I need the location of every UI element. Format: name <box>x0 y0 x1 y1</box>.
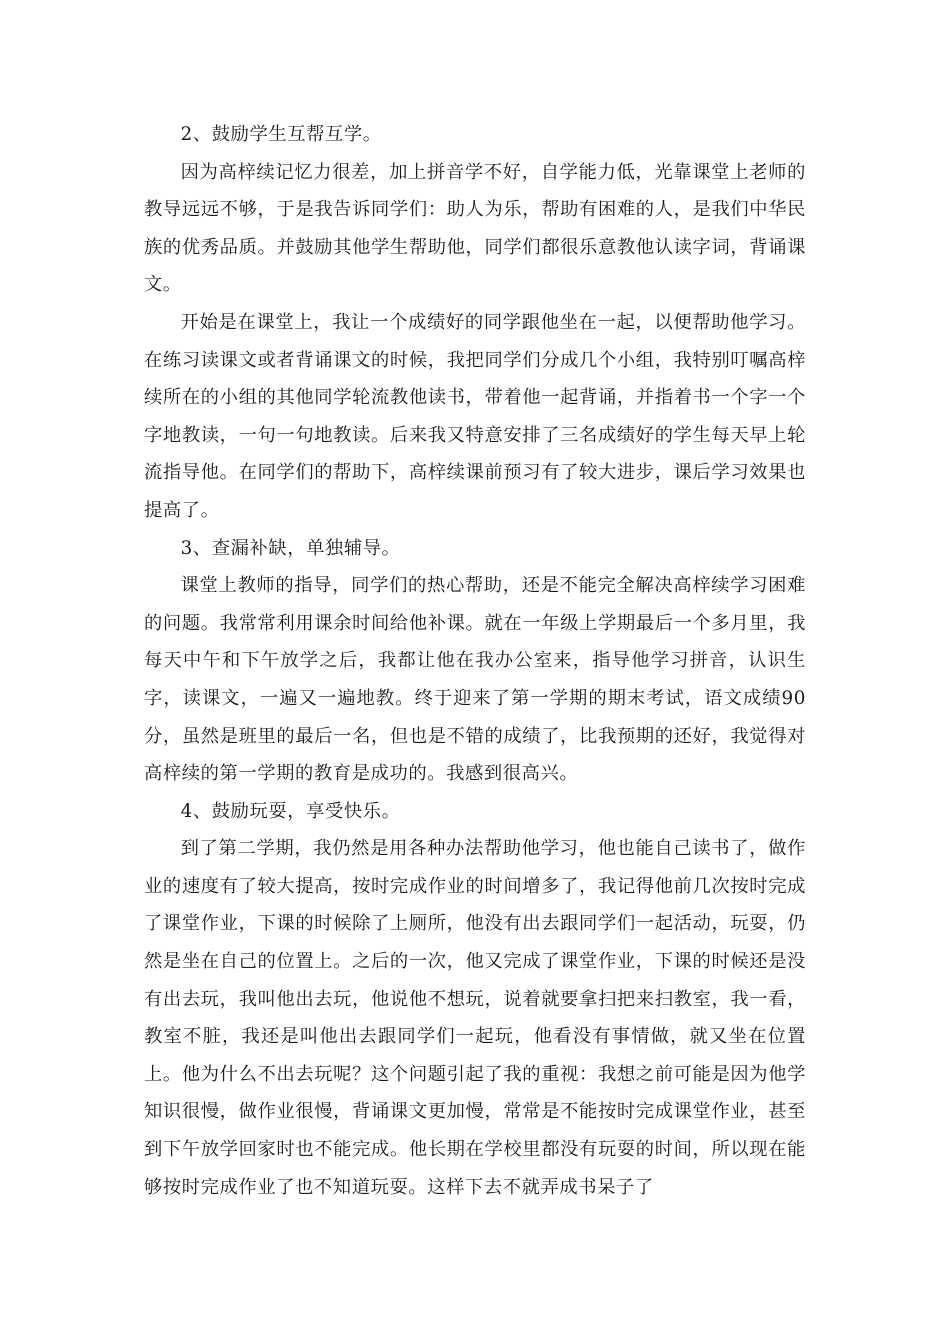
document-body <box>144 116 806 1206</box>
paragraph-tutoring: 课堂上教师的指导，同学们的热心帮助，还是不能完全解决高梓续学习困难的问题。我常常利用课余时间给他补课。就在一年级上学期最后一个多月里，我每天中午和下午放学之后，我都让他在我办公室来，指导他学习拼音，认识生字，读课文，一遍又一遍地教。终于迎来了第一学期的期末考试，语文成绩90分，虽然是班里的最后一名，但也是不错的成绩了，比我预期的还好，我觉得对高梓续的第一学期的教育是成功的。我感到很高兴。 <box>144 575 806 785</box>
section-heading-4: 4、鼓励玩耍，享受快乐。 <box>180 800 401 822</box>
paragraph-play: 到了第二学期，我仍然是用各种办法帮助他学习，他也能自己读书了，做作业的速度有了较大提高，按时完成作业的时间增多了，我记得他前几次按时完成了课堂作业，下课的时候除了上厕所，他没有出去跟同学们一起活动，玩耍，仍然是坐在自己的位置上。之后的一次，他又完成了课堂作业，下课的时候还是没有出去玩，我叫他出去玩，他说他不想玩，说着就要拿扫把来扫教室，我一看，教室不脏，我还是叫他出去跟同学们一起玩，他看没有事情做，就又坐在位置上。他为什么不出去玩呢？这个问题引起了我的重视：我想之前可能是因为他学知识很慢，做作业很慢，背诵课文更加慢，常常是不能按时完成课堂作业，甚至到下午放学回家时也不能完成。他长期在学校里都没有玩耍的时间，所以现在能够按时完成作业了也不知道玩耍。这样下去不就弄成书呆子了 <box>144 838 806 1198</box>
section-heading-2: 2、鼓励学生互帮互学。 <box>180 124 382 145</box>
paragraph-peer-help: 因为高梓续记忆力很差，加上拼音学不好，自学能力低，光靠课堂上老师的教导远远不够，于是我告诉同学们：助人为乐，帮助有困难的人，是我们中华民族的优秀品质。并鼓励其他学生帮助他，同学们都很乐意教他认读字词，背诵课文。 <box>144 161 806 296</box>
paragraph-group-study: 开始是在课堂上，我让一个成绩好的同学跟他坐在一起，以便帮助他学习。在练习读课文或者背诵课文的时候，我把同学们分成几个小组，我特别叮嘱高梓续所在的小组的其他同学轮流教他读书，带着他一起背诵，并指着书一个字一个字地教读，一句一句地教读。后来我又特意安排了三名成绩好的学生每天早上轮流指导他。在同学们的帮助下，高梓续课前预习有了较大进步，课后学习效果也提高了。 <box>144 311 806 521</box>
section-heading-3: 3、查漏补缺，单独辅导。 <box>180 537 401 559</box>
